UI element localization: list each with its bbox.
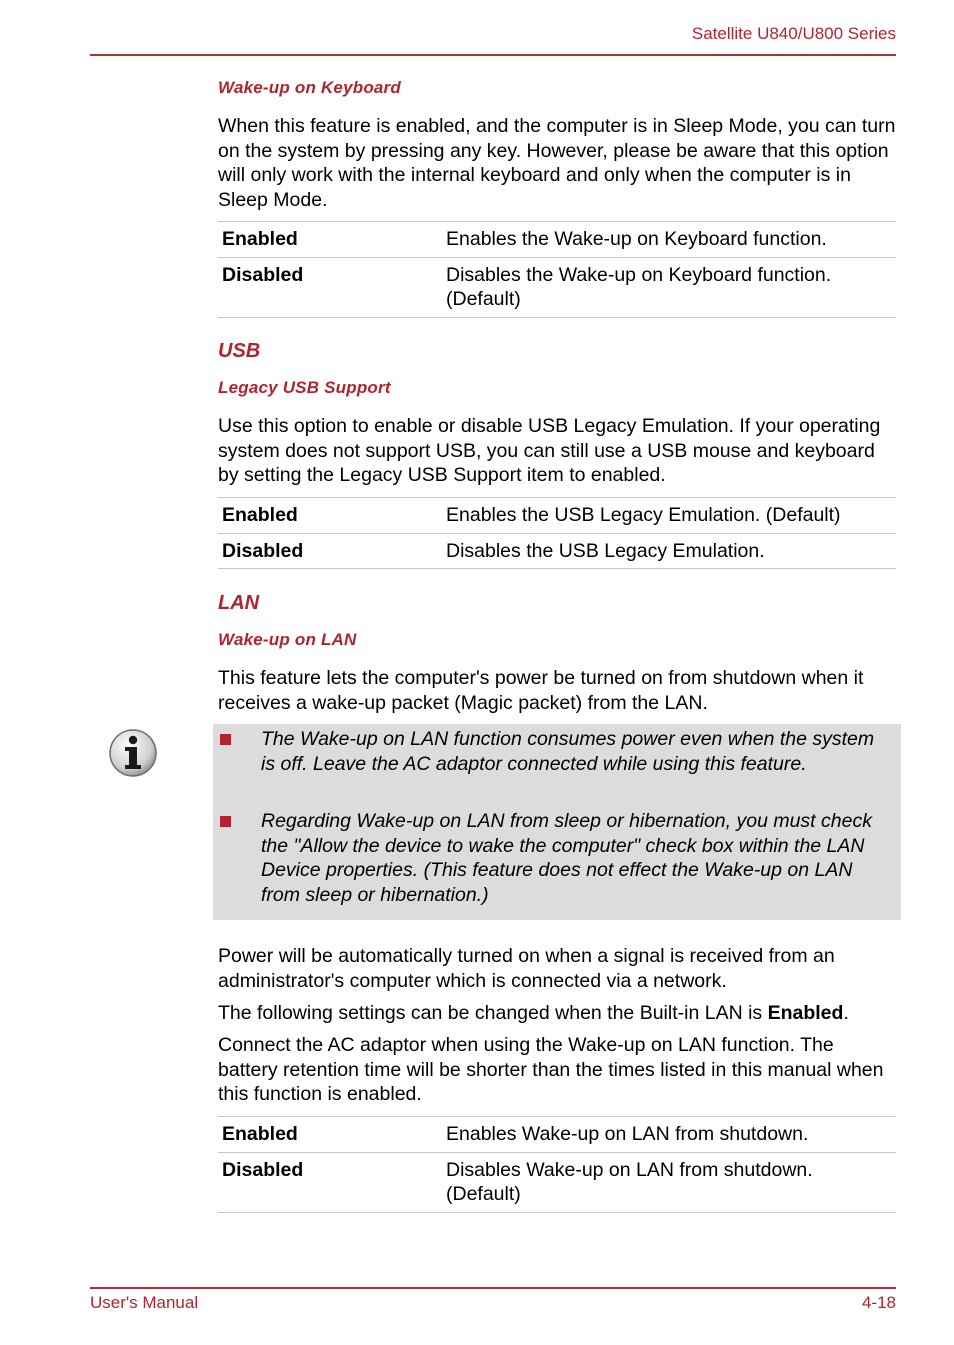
- table-row: [218, 533, 896, 569]
- table-row: [218, 1152, 896, 1212]
- subheading-wake-up-on-lan: Wake-up on LAN: [218, 630, 357, 649]
- option-desc: Disables the Wake-up on Keyboard function. (Default): [442, 257, 896, 317]
- option-name: Enabled: [218, 498, 442, 534]
- usb-options-table: [218, 497, 896, 569]
- usb-paragraph: Use this option to enable or disable USB Legacy Emulation. If your operating system does not support USB, you can still use a USB mouse and keyboard by setting the Legacy USB Support item to enabled.: [218, 415, 881, 486]
- lan-paragraph: This feature lets the computer's power be turned on from shutdown when it receives a wake-up packet (Magic packet) from the LAN.: [218, 667, 864, 714]
- table-row: [218, 257, 896, 317]
- option-name: Disabled: [218, 257, 442, 317]
- header-title: Satellite U840/U800 Series: [691, 24, 896, 43]
- para3-suffix: .: [843, 1002, 849, 1024]
- note-item: Regarding Wake-up on LAN from sleep or hibernation, you must check the "Allow the device to wake the computer" check box within the LAN Device properties. (This feature does not effect the Wake-up on LAN from sleep or hibernation.): [261, 810, 872, 906]
- option-desc: Disables Wake-up on LAN from shutdown. (Default): [442, 1152, 896, 1212]
- lan-paragraph-2: Power will be automatically turned on when a signal is received from an administrator's computer which is connected via a network.: [218, 945, 835, 992]
- note-box: [213, 724, 901, 920]
- option-name: Disabled: [218, 1152, 442, 1212]
- para3-prefix: The following settings can be changed when the Built-in LAN is: [218, 1002, 768, 1024]
- section-heading-usb: USB: [218, 340, 261, 362]
- option-desc: Enables the USB Legacy Emulation. (Default): [442, 498, 896, 534]
- footer-rule: [90, 1287, 896, 1289]
- lan-options-table: [218, 1116, 896, 1213]
- header-rule: [90, 54, 896, 56]
- section-heading-lan: LAN: [218, 592, 260, 614]
- subheading-wake-up-on-keyboard: Wake-up on Keyboard: [218, 78, 401, 97]
- note-bullet: [220, 734, 231, 745]
- option-desc: Disables the USB Legacy Emulation.: [442, 533, 896, 569]
- page-number: 4-18: [861, 1293, 896, 1312]
- option-name: Disabled: [218, 533, 442, 569]
- option-desc: Enables Wake-up on LAN from shutdown.: [442, 1117, 896, 1153]
- subheading-legacy-usb-support: Legacy USB Support: [218, 378, 391, 397]
- keyboard-options-table: [218, 221, 896, 318]
- option-name: Enabled: [218, 1117, 442, 1153]
- keyboard-paragraph: When this feature is enabled, and the computer is in Sleep Mode, you can turn on the system by pressing any key. However, please be aware that this option will only work with the internal keyboard and only when the computer is in Sleep Mode.: [218, 115, 896, 211]
- option-desc: Enables the Wake-up on Keyboard function.: [442, 222, 896, 258]
- lan-paragraph-4: Connect the AC adaptor when using the Wake-up on LAN function. The battery retention time will be shorter than the times listed in this manual when this function is enabled.: [218, 1034, 884, 1105]
- lan-paragraph-3: [218, 1001, 896, 1026]
- note-item: The Wake-up on LAN function consumes power even when the system is off. Leave the AC adaptor connected while using this feature.: [261, 728, 875, 775]
- table-row: [218, 1117, 896, 1153]
- table-row: [218, 498, 896, 534]
- table-row: [218, 222, 896, 258]
- option-name: Enabled: [218, 222, 442, 258]
- note-bullet: [220, 816, 231, 827]
- para3-bold: Enabled: [767, 1002, 844, 1024]
- footer-manual-title: User's Manual: [90, 1293, 199, 1312]
- info-icon: [108, 728, 158, 778]
